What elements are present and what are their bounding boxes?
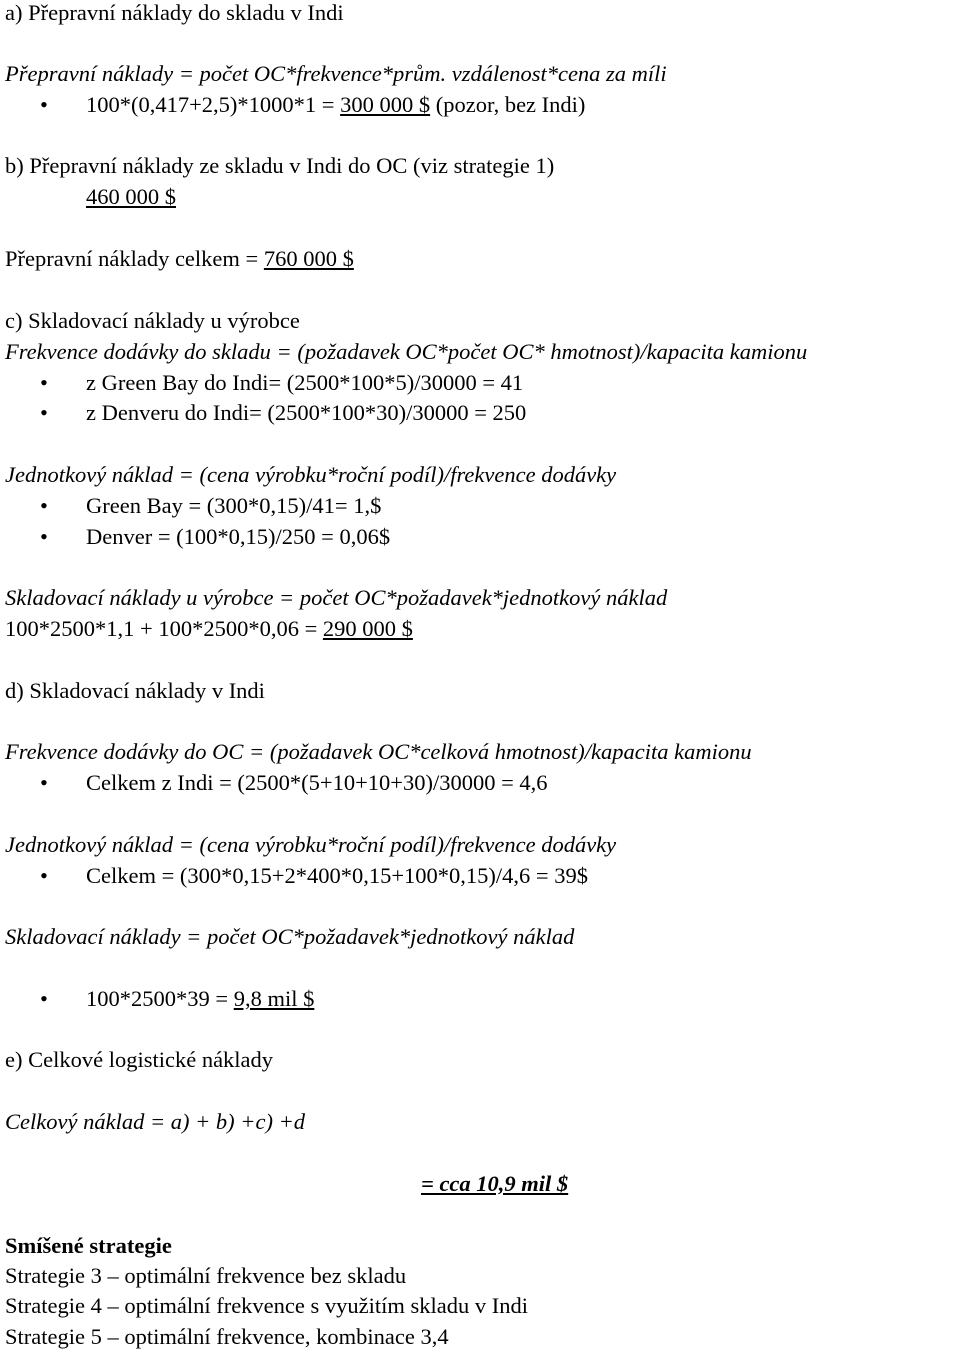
section-d-storage-formula: Skladovací náklady = počet OC*požadavek*jednotkový náklad — [5, 924, 575, 949]
bullet: • — [40, 493, 48, 518]
section-c-heading: c) Skladovací náklady u výrobce — [5, 308, 300, 333]
bullet: • — [40, 770, 48, 795]
list-item: Strategie 3 – optimální frekvence bez skladu — [5, 1263, 407, 1288]
section-d-storage-calculation: 100*2500*39 = 9,8 mil $ — [86, 986, 315, 1011]
transport-total: Přepravní náklady celkem = 760 000 $ — [5, 246, 354, 271]
section-c-frequency-formula: Frekvence dodávky do skladu = (požadavek OC*počet OC* hmotnost)/kapacita kamionu — [5, 339, 808, 364]
list-item: Celkem z Indi = (2500*(5+10+10+30)/30000 = 4,6 — [86, 770, 548, 795]
list-item: Denver = (100*0,15)/250 = 0,06$ — [86, 524, 391, 549]
bullet: • — [40, 863, 48, 888]
section-e-heading: e) Celkové logistické náklady — [5, 1047, 274, 1072]
list-item: Green Bay = (300*0,15)/41= 1,$ — [86, 493, 382, 518]
total-cost-result: = cca 10,9 mil $ — [421, 1171, 569, 1196]
section-d-storage-result: 9,8 mil $ — [233, 986, 315, 1011]
section-c-storage-result: 290 000 $ — [322, 616, 413, 641]
list-item: Celkem = (300*0,15+2*400*0,15+100*0,15)/4,6 = 39$ — [86, 863, 588, 888]
list-item: z Denveru do Indi= (2500*100*30)/30000 = 250 — [86, 400, 527, 425]
bullet: • — [40, 400, 48, 425]
list-item: Strategie 4 – optimální frekvence s využitím skladu v Indi — [5, 1293, 529, 1318]
section-a-calculation: 100*(0,417+2,5)*1000*1 = 300 000 $ (pozor, bez Indi) — [86, 92, 586, 117]
section-c-storage-calculation: 100*2500*1,1 + 100*2500*0,06 = 290 000 $ — [5, 616, 413, 641]
section-a-formula: Přepravní náklady = počet OC*frekvence*prům. vzdálenost*cena za míli — [5, 61, 667, 86]
section-d-unit-cost-formula: Jednotkový náklad = (cena výrobku*roční podíl)/frekvence dodávky — [5, 832, 617, 857]
section-b-heading: b) Přepravní náklady ze skladu v Indi do OC (viz strategie 1) — [5, 153, 555, 178]
section-c-storage-formula: Skladovací náklady u výrobce = počet OC*požadavek*jednotkový náklad — [5, 585, 668, 610]
list-item: z Green Bay do Indi= (2500*100*5)/30000 = 41 — [86, 370, 524, 395]
bullet: • — [40, 524, 48, 549]
bullet: • — [40, 370, 48, 395]
section-c-unit-cost-formula: Jednotkový náklad = (cena výrobku*roční podíl)/frekvence dodávky — [5, 462, 617, 487]
section-a-heading: a) Přepravní náklady do skladu v Indi — [5, 0, 344, 25]
bullet: • — [40, 986, 48, 1011]
section-d-frequency-formula: Frekvence dodávky do OC = (požadavek OC*celková hmotnost)/kapacita kamionu — [5, 739, 752, 764]
transport-total-value: 760 000 $ — [263, 246, 354, 271]
mixed-strategies-heading: Smíšené strategie — [5, 1233, 172, 1258]
bullet: • — [40, 92, 48, 117]
section-b-value: 460 000 $ — [86, 184, 176, 209]
section-d-heading: d) Skladovací náklady v Indi — [5, 678, 265, 703]
section-e-formula: Celkový náklad = a) + b) +c) +d — [5, 1109, 306, 1134]
section-a-result: 300 000 $ — [340, 92, 431, 117]
list-item: Strategie 5 – optimální frekvence, kombinace 3,4 — [5, 1324, 449, 1349]
